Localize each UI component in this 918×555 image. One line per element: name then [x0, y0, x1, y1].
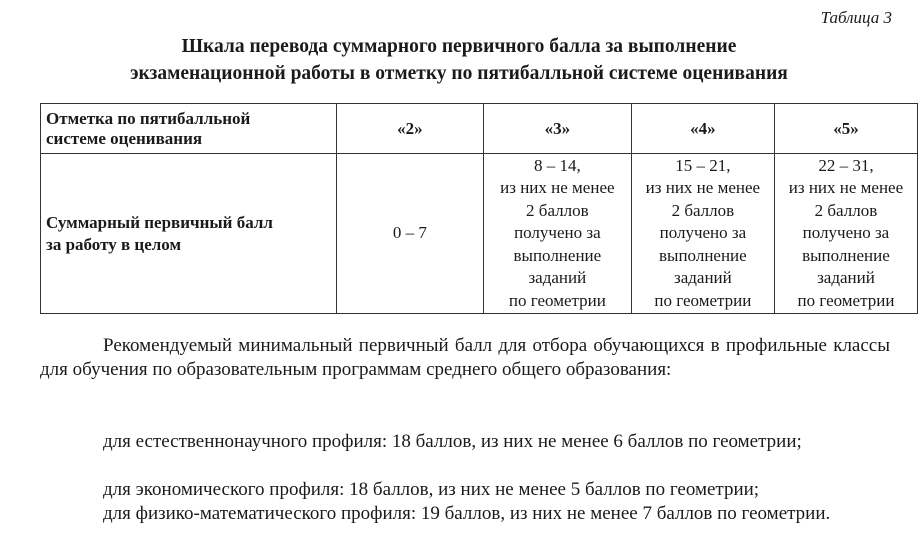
cell-grade-4-line-6: заданий — [674, 268, 732, 288]
cell-grade-4-line-7: по геометрии — [654, 290, 752, 310]
cell-grade-5-line-1: 22 – 31, — [818, 155, 874, 175]
cell-grade-5-line-7: по геометрии — [797, 290, 895, 310]
cell-grade-5-line-4: получено за — [802, 223, 890, 243]
cell-grade-4-line-3: 2 баллов — [671, 200, 735, 220]
recommendation-natural-science: для естественнонаучного профиля: 18 баллов, из них не менее 6 баллов по геометрии; — [103, 431, 802, 452]
header-row-label — [41, 104, 337, 154]
row-label-line-1: Суммарный первичный балл — [46, 212, 273, 232]
cell-grade-3-line-5: выполнение — [513, 245, 602, 265]
cell-grade-3-line-7: по геометрии — [508, 290, 606, 310]
table-title-line-1: Шкала перевода суммарного первичного балла за выполнение — [181, 36, 737, 57]
cell-grade-3-line-2: из них не менее — [500, 178, 615, 198]
cell-grade-5-line-5: выполнение — [802, 245, 890, 265]
header-row-label-line-2: системе оценивания — [46, 128, 203, 148]
table-number-label: Таблица 3 — [820, 8, 892, 27]
grade-conversion-table — [40, 103, 918, 314]
cell-grade-3-line-6: заданий — [528, 268, 587, 288]
cell-grade-2: 0 – 7 — [336, 154, 483, 314]
recommendation-physmath: для физико-математического профиля: 19 баллов, из них не менее 7 баллов по геометрии. — [103, 503, 831, 524]
cell-grade-3 — [483, 154, 631, 314]
table-title — [0, 33, 918, 87]
header-row-label-line-1: Отметка по пятибалльной — [46, 108, 251, 128]
cell-grade-5-line-3: 2 баллов — [814, 200, 878, 220]
cell-grade-4-line-5: выполнение — [659, 245, 747, 265]
row-label — [41, 154, 337, 314]
recommendation-intro: Рекомендуемый минимальный первичный балл для отбора обучающихся в профильные классы для обучения по образовательным программам среднего общего образования: — [40, 335, 890, 380]
cell-grade-4 — [631, 154, 774, 314]
table-header-row — [41, 104, 918, 154]
cell-grade-5-line-6: заданий — [817, 268, 875, 288]
row-label-line-2: за работу в целом — [46, 234, 182, 254]
cell-grade-5 — [774, 154, 917, 314]
cell-grade-4-line-1: 15 – 21, — [675, 155, 731, 175]
cell-grade-4-line-2: из них не менее — [645, 178, 761, 198]
cell-grade-5-line-2: из них не менее — [788, 178, 904, 198]
table-title-line-2: экзаменационной работы в отметку по пятибалльной системе оценивания — [130, 63, 788, 84]
header-grade-3: «3» — [483, 104, 631, 154]
recommendation-economic: для экономического профиля: 18 баллов, из них не менее 5 баллов по геометрии; — [103, 479, 760, 500]
cell-grade-4-line-4: получено за — [659, 223, 747, 243]
cell-grade-3-line-4: получено за — [514, 223, 601, 243]
cell-grade-3-line-1: 8 – 14, — [533, 155, 581, 175]
header-grade-4: «4» — [631, 104, 774, 154]
header-grade-2: «2» — [336, 104, 483, 154]
table-row — [41, 154, 918, 314]
cell-grade-3-line-3: 2 баллов — [526, 200, 589, 220]
header-grade-5: «5» — [774, 104, 917, 154]
